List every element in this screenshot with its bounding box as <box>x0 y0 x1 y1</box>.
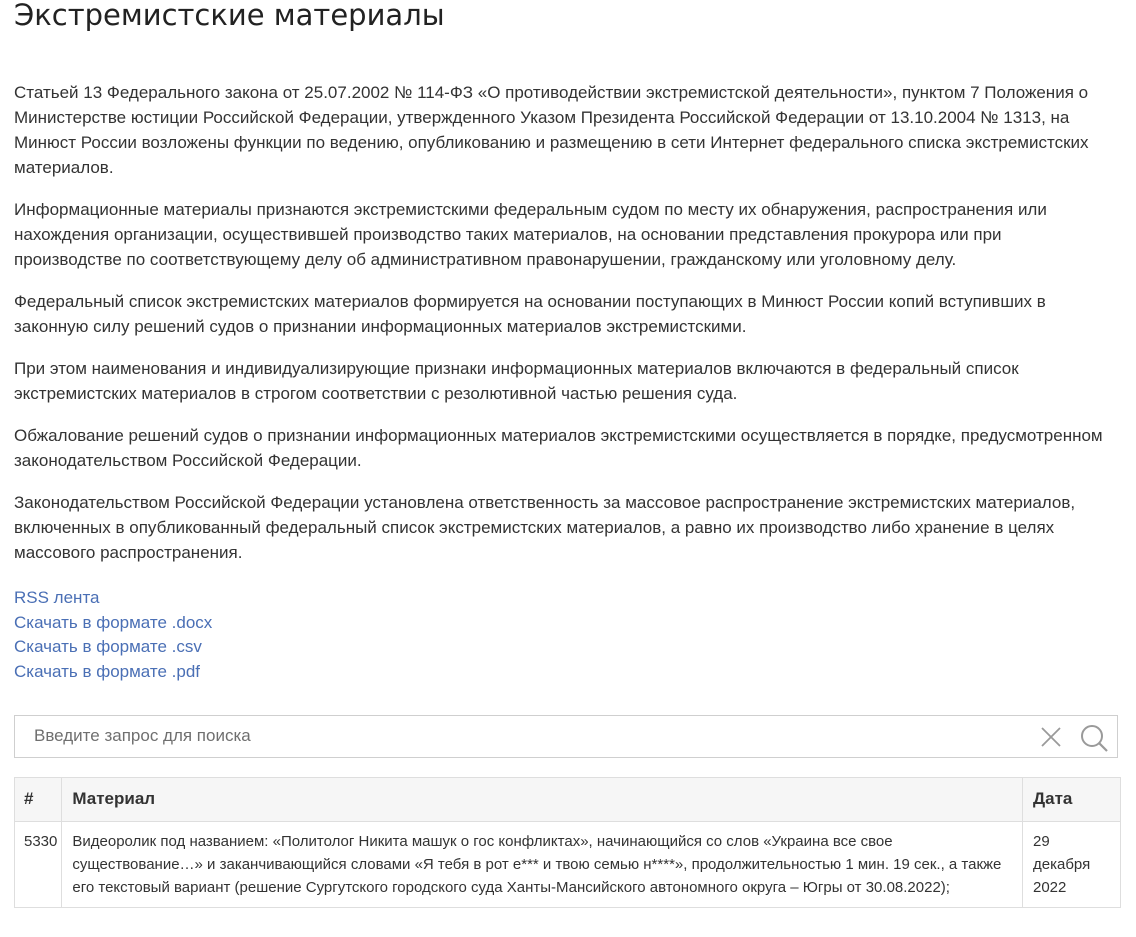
search-input[interactable] <box>15 716 1034 757</box>
intro-paragraph: Обжалование решений судов о признании информационных материалов экстремистскими осуществляется в порядке, предусмотренном законодательством Российской Федерации. <box>14 426 1103 470</box>
row-material: Видеоролик под названием: «Политолог Никита машук о гос конфликтах», начинающийся со слов «Украина все свое существование…» и заканчивающийся словами «Я тебя в рот е*** и твою семью н****», продолжительностью 1 мин. 19 сек., а также его текстовый вариант (решение Сургутского городского суда Ханты-Мансийского автономного округа – Югры от 30.08.2022); <box>62 821 1023 907</box>
download-links <box>14 586 1122 685</box>
intro-paragraph: Статьей 13 Федерального закона от 25.07.2002 № 114-ФЗ «О противодействии экстремистской деятельности», пунктом 7 Положения о Министерстве юстиции Российской Федерации, утвержденного Указом Президента Российской Федерации от 13.10.2004 № 1313, на Минюст России возложены функции по ведению, опубликованию и размещению в сети Интернет федерального списка экстремистских материалов. <box>14 83 1089 177</box>
intro-text <box>14 80 1122 565</box>
materials-table <box>14 777 1121 908</box>
page-title: Экстремистские материалы <box>14 0 445 32</box>
table-header-row <box>15 777 1121 821</box>
close-icon[interactable] <box>1041 727 1061 747</box>
search-bar <box>14 715 1118 758</box>
row-number: 5330 <box>15 821 62 907</box>
column-header-number: # <box>15 777 62 821</box>
row-date: 29 декабря 2022 <box>1023 821 1121 907</box>
search-icon[interactable] <box>1080 724 1108 752</box>
column-header-date: Дата <box>1023 777 1121 821</box>
rss-feed-link[interactable]: RSS лента <box>14 588 100 607</box>
download-docx-link[interactable]: Скачать в формате .docx <box>14 612 213 632</box>
download-pdf-link[interactable]: Скачать в формате .pdf <box>14 662 201 682</box>
intro-paragraph: Законодательством Российской Федерации установлена ответственность за массовое распространение экстремистских материалов, включенных в опубликованный федеральный список экстремистских материалов, а равно их производство либо хранение в целях массового распространения. <box>14 493 1076 562</box>
intro-paragraph: Федеральный список экстремистских материалов формируется на основании поступающих в Минюст России копий вступивших в законную силу решений судов о признании информационных материалов экстремистскими. <box>14 292 1046 336</box>
table-row <box>15 821 1121 907</box>
intro-paragraph: Информационные материалы признаются экстремистскими федеральным судом по месту их обнаружения, распространения или нахождения организации, осуществившей производство таких материалов, на основании представления прокурора или при производстве по соответствующему делу об административном правонарушении, гражданскому или уголовному делу. <box>14 200 1047 269</box>
column-header-material: Материал <box>62 777 1023 821</box>
download-csv-link[interactable]: Скачать в формате .csv <box>14 637 202 657</box>
intro-paragraph: При этом наименования и индивидуализирующие признаки информационных материалов включаются в федеральный список экстремистских материалов в строгом соответствии с резолютивной частью решения суда. <box>14 359 1019 403</box>
